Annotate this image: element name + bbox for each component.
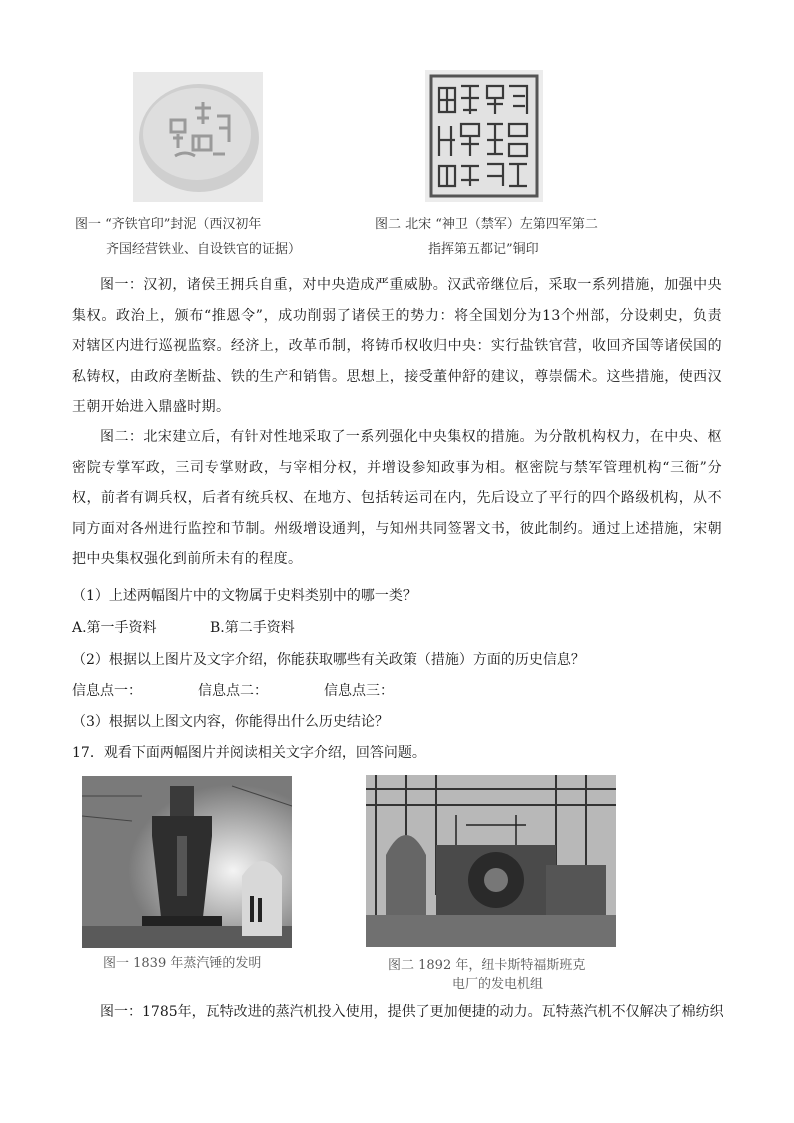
fig2-caption-line1: 图二 北宋 “神卫（禁军）左第四军第二 [375,217,598,232]
seal-clay-photo [133,72,263,202]
question-3: （3）根据以上图文内容，你能得出什么历史结论？ [72,714,389,730]
question-17: 17．观看下面两幅图片并阅读相关文字介绍，回答问题。 [72,745,426,761]
bronze-seal-photo [425,70,543,202]
fig2-caption-line2: 指挥第五都记”铜印 [428,242,539,257]
paragraph-fig2-song: 图二：北宋建立后，有针对性地采取了一系列强化中央集权的措施。为分散机构权力，在中央、枢密院专掌军政，三司专掌财政，与宰相分权，并增设参知政事为相。枢密院与禁军管理机构“三衙”分权，前者有调兵权，后者有统兵权、在地方、包括转运司在内，先后设立了平行的四个路级机构，从不同方面对各州进行监控和节制。州级增设通判，与知州共同签署文书，彼此制约。通过上述措施，宋朝把中央集权强化到前所未有的程度。 [72,429,722,567]
option-a: A.第一手资料 [72,620,157,636]
steam-hammer-photo [82,776,292,948]
paragraph-steam-engine: 图一：1785年，瓦特改进的蒸汽机投入使用，提供了更加便捷的动力。瓦特蒸汽机不仅解决了棉纺织 [100,1004,724,1020]
info-point-1: 信息点一： [72,683,142,699]
info-point-2: 信息点二： [198,683,268,699]
question-1: （1）上述两幅图片中的文物属于史料类别中的哪一类？ [72,588,417,604]
fig2-bottom-caption-line2: 电厂的发电机组 [452,977,544,992]
info-point-3: 信息点三： [324,683,394,699]
fig1-caption-line2: 齐国经营铁业、自设铁官的证据） [106,242,302,257]
fig1-caption-line1: 图一 “齐铁官印”封泥（西汉初年 [75,217,262,232]
paragraph-fig1-han: 图一：汉初，诸侯王拥兵自重，对中央造成严重威胁。汉武帝继位后，采取一系列措施，加强中央集权。政治上，颁布“推恩令”，成功削弱了诸侯王的势力：将全国划分为13个州部，分设刺史，负责对辖区内进行巡视监察。经济上，改革币制，将铸币权收归中央：实行盐铁官营，收回齐国等诸侯国的私铸权，由政府垄断盐、铁的生产和销售。思想上，接受董仲舒的建议，尊崇儒术。这些措施，使西汉王朝开始进入鼎盛时期。 [72,277,722,415]
fig1-bottom-caption: 图一 1839 年蒸汽锤的发明 [103,956,262,971]
option-b: B.第二手资料 [210,620,295,636]
fig2-bottom-caption-line1: 图二 1892 年，纽卡斯特福斯班克 [388,958,586,973]
question-2: （2）根据以上图片及文字介绍，你能获取哪些有关政策（措施）方面的历史信息？ [72,652,585,668]
generator-hall-photo [366,775,616,947]
